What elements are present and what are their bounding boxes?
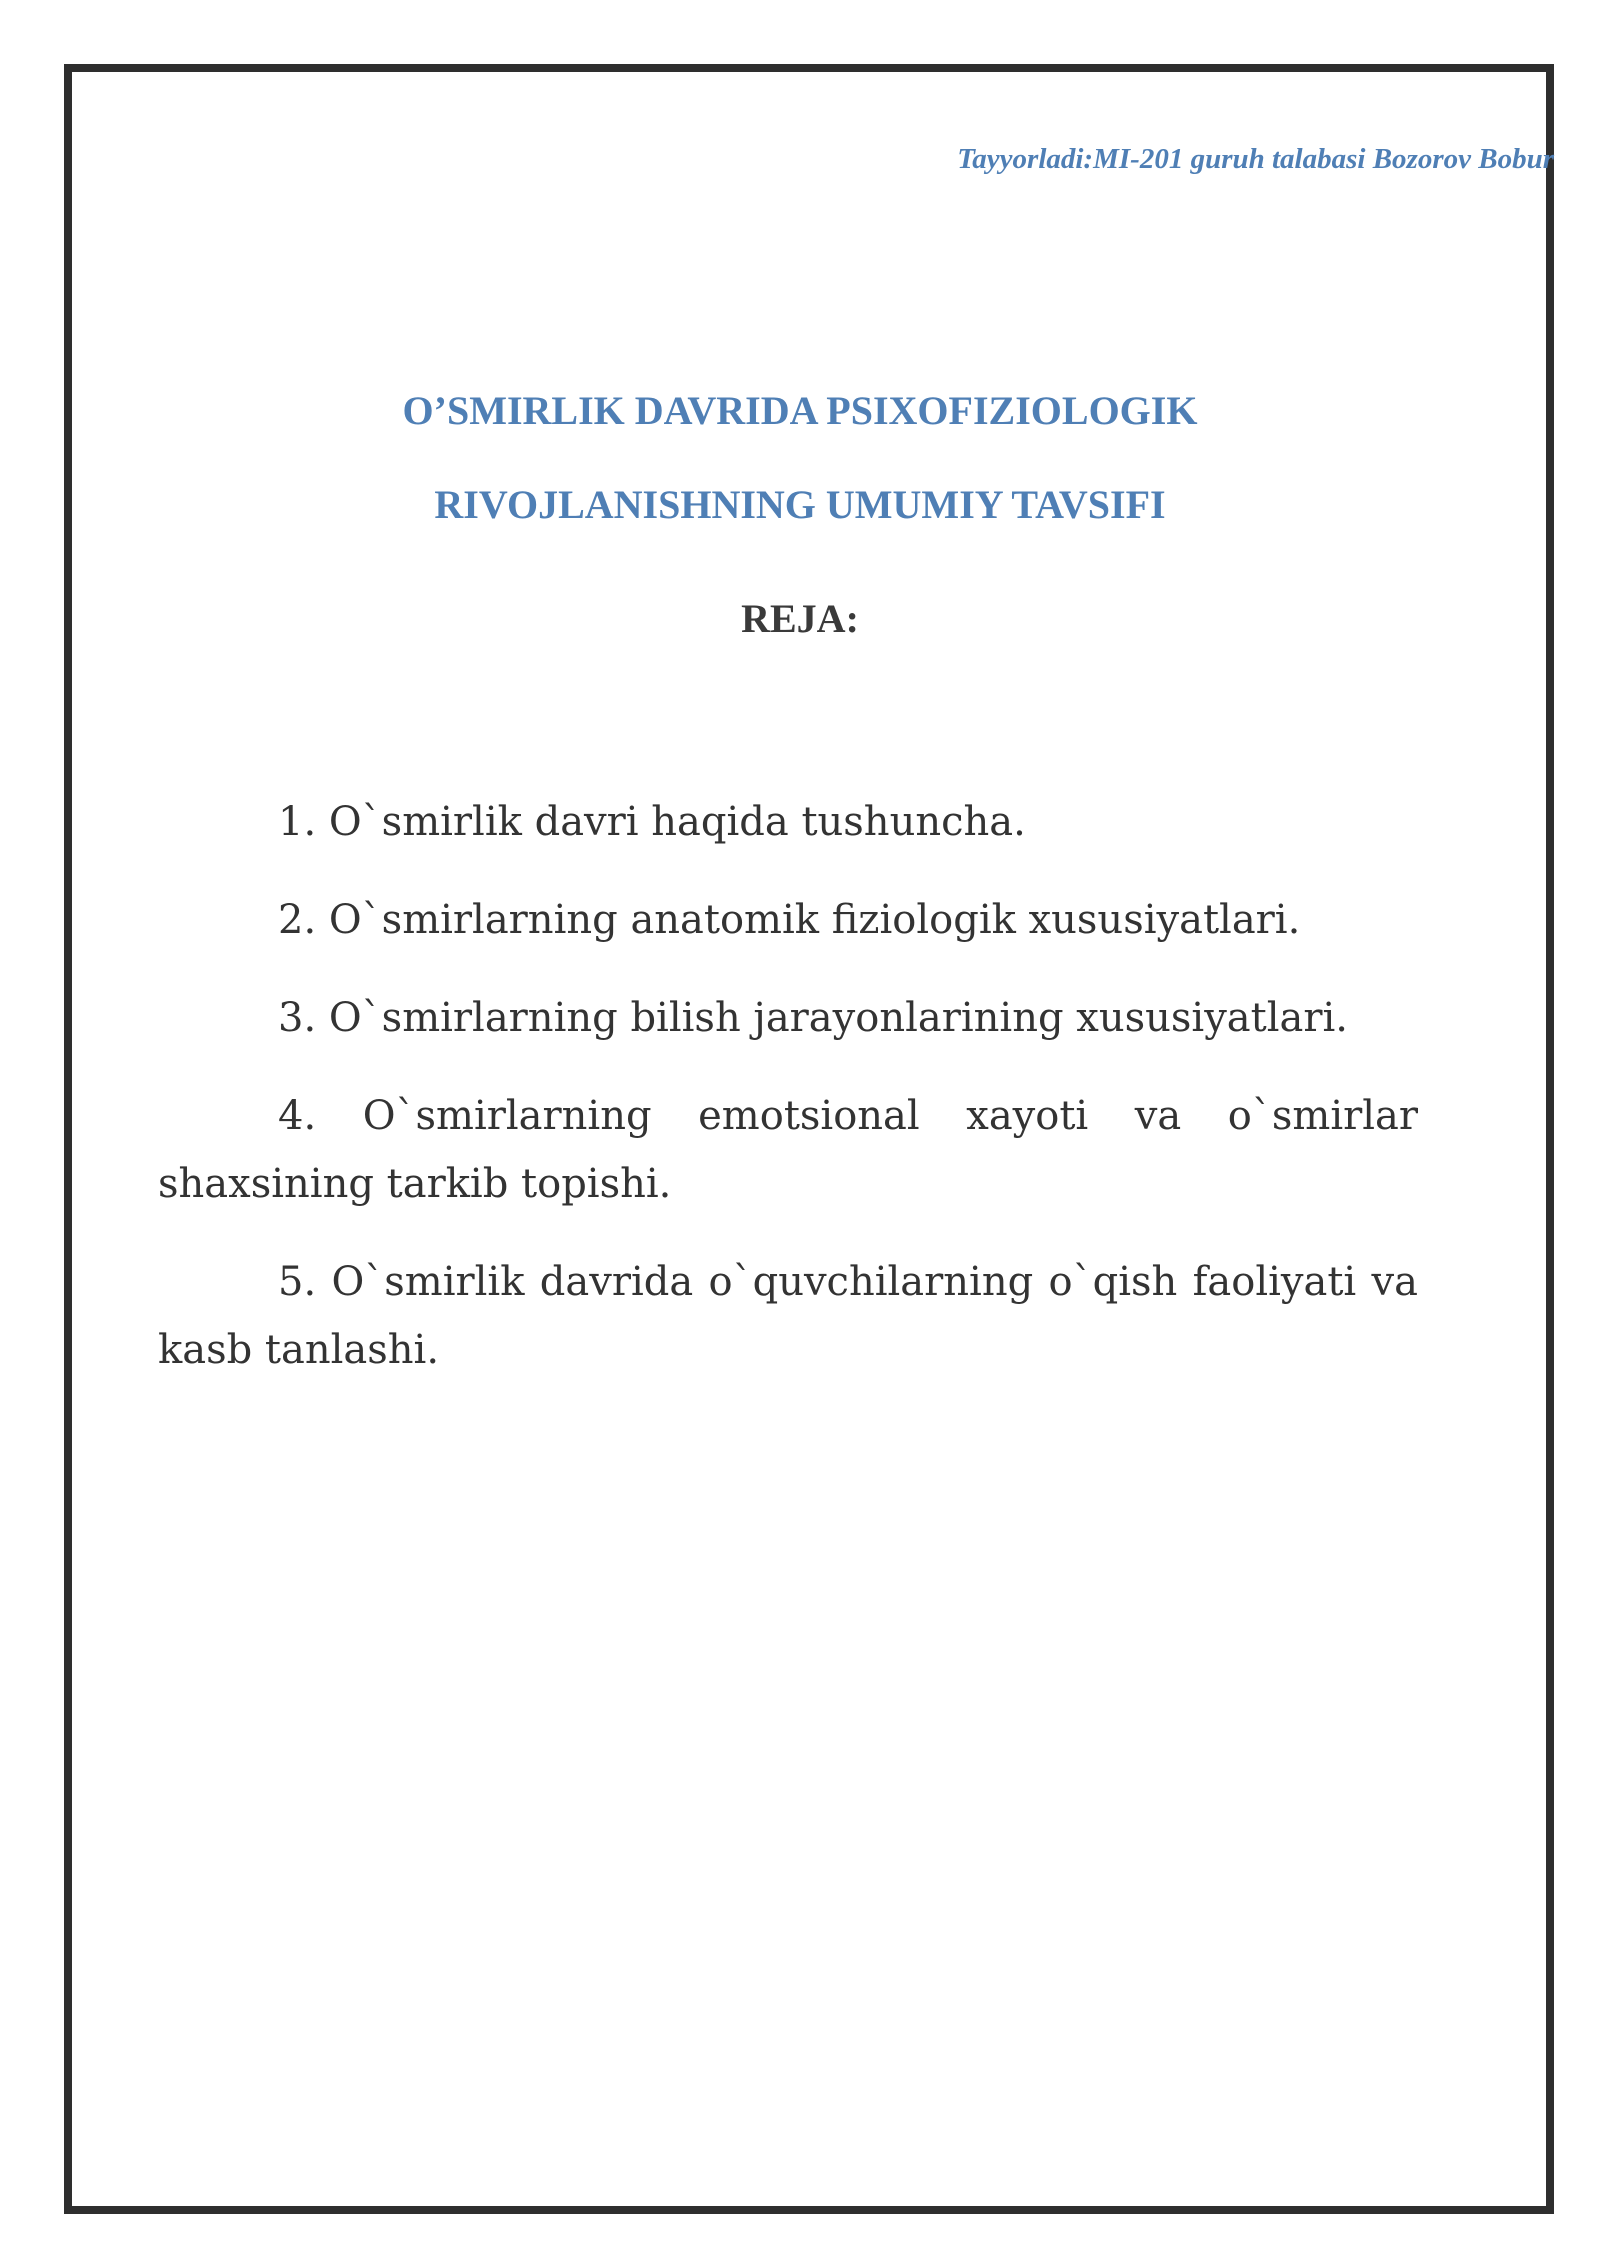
plan-heading: REJA:: [741, 596, 859, 641]
document-title: [0, 364, 1600, 552]
plan-item-3: 3. O`smirlarning bilish jarayonlarining xususiyatlari.: [278, 995, 1348, 1041]
plan-list: [158, 788, 1418, 1414]
title-line-1: O’SMIRLIK DAVRIDA PSIXOFIZIOLOGIK: [402, 388, 1198, 433]
plan-item-1: 1. O`smirlik davri haqida tushuncha.: [278, 799, 1026, 845]
plan-item-4: 4. O`smirlarning emotsional xayoti va o`smirlar shaxsining tarkib topishi.: [158, 1093, 1418, 1207]
plan-item-2: 2. O`smirlarning anatomik fiziologik xususiyatlari.: [278, 897, 1301, 943]
author-line: Tayyorladi:MI-201 guruh talabasi Bozorov Bobur: [957, 143, 1554, 175]
title-line-2: RIVOJLANISHNING UMUMIY TAVSIFI: [434, 482, 1166, 527]
plan-item-5: 5. O`smirlik davrida o`quvchilarning o`qish faoliyati va kasb tanlashi.: [158, 1259, 1418, 1373]
